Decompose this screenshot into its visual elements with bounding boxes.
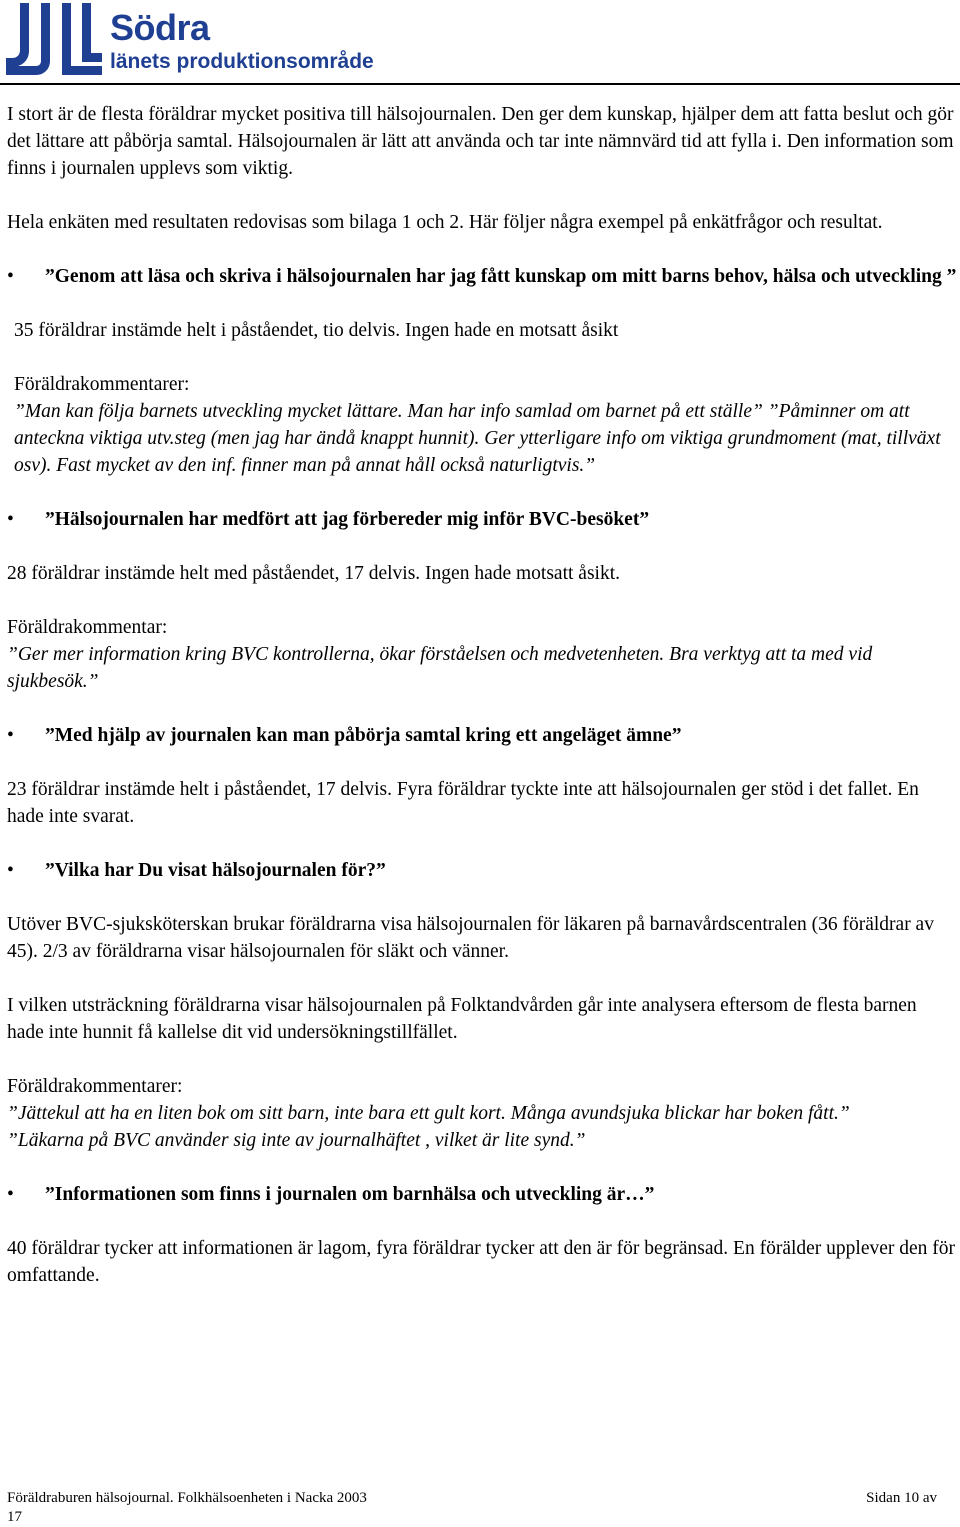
comment-label: Föräldrakommentarer: xyxy=(14,374,190,395)
intro-paragraph: Hela enkäten med resultaten redovisas som bilaga 1 och 2. Här följer några exempel på enkätfrågor och resultat. xyxy=(7,212,883,233)
page-number: Sidan 10 av xyxy=(866,1490,937,1506)
comment-label: Föräldrakommentar: xyxy=(7,617,168,638)
parent-comment: ”Ger mer information kring BVC kontrollerna, ökar förståelsen och medvetenheten. Bra verktyg att ta med vid sjukbesök.” xyxy=(7,644,873,692)
survey-result: 40 föräldrar tycker att informationen är lagom, fyra föräldrar tycker att den är för begränsad. En förälder upplever den för omfattande. xyxy=(7,1238,956,1286)
footer-title: Föräldraburen hälsojournal. Folkhälsoenheten i Nacka 2003 xyxy=(7,1490,367,1506)
survey-question xyxy=(7,857,957,884)
bullet-icon: • xyxy=(7,509,14,530)
comment-label: Föräldrakommentarer: xyxy=(7,1076,183,1097)
survey-question xyxy=(7,1181,957,1208)
question-text: ”Genom att läsa och skriva i hälsojournalen har jag fått kunskap om mitt barns behov, hälsa och utveckling ” xyxy=(45,266,957,287)
survey-result: 35 föräldrar instämde helt i påståendet, tio delvis. Ingen hade en motsatt åsikt xyxy=(14,320,619,341)
survey-result: Utöver BVC-sjuksköterskan brukar föräldrarna visa hälsojournalen för läkaren på barnavårdscentralen (36 föräldrar av 45). 2/3 av föräldrarna visar hälsojournalen för släkt och vänner. xyxy=(7,914,934,962)
survey-question xyxy=(7,263,957,290)
bullet-icon: • xyxy=(7,725,14,746)
parent-comment: ”Man kan följa barnets utveckling mycket lättare. Man har info samlad om barnet på ett ställe” ”Påminner om att anteckna viktiga utv.steg (men jag har ändå knappt hunnit). Ger ytterligare info om viktiga grundmoment (mat, tillväxt osv). Fast mycket av den inf. finner man på annat håll också naturligtvis.” xyxy=(14,401,941,476)
survey-result-extra: I vilken utsträckning föräldrarna visar hälsojournalen på Folktandvården går inte analysera eftersom de flesta barnen hade inte hunnit få kallelse dit vid undersökningstillfället. xyxy=(7,995,917,1043)
brand-subtitle: länets produktionsområde xyxy=(110,50,374,73)
question-text: ”Vilka har Du visat hälsojournalen för?” xyxy=(45,860,386,881)
sodra-logo-icon xyxy=(6,3,102,75)
survey-question xyxy=(7,722,957,749)
survey-result: 23 föräldrar instämde helt i påståendet, 17 delvis. Fyra föräldrar tyckte inte att hälsojournalen ger stöd i det fallet. En hade inte svarat. xyxy=(7,779,919,827)
document-body xyxy=(7,101,957,1289)
brand-name: Södra xyxy=(110,7,210,48)
survey-result: 28 föräldrar instämde helt med påståendet, 17 delvis. Ingen hade motsatt åsikt. xyxy=(7,563,620,584)
parent-comment: ”Läkarna på BVC använder sig inte av journalhäftet , vilket är lite synd.” xyxy=(7,1130,586,1151)
header-divider xyxy=(0,83,960,85)
parent-comment: ”Jättekul att ha en liten bok om sitt barn, inte bara ett gult kort. Många avundsjuka blickar har boken fått.” xyxy=(7,1103,850,1124)
page-header xyxy=(0,0,960,84)
bullet-icon: • xyxy=(7,266,14,287)
page-total: 17 xyxy=(7,1509,22,1525)
question-text: ”Hälsojournalen har medfört att jag förbereder mig inför BVC-besöket” xyxy=(45,509,650,530)
question-text: ”Med hjälp av journalen kan man påbörja samtal kring ett angeläget ämne” xyxy=(45,725,682,746)
bullet-icon: • xyxy=(7,1184,14,1205)
question-text: ”Informationen som finns i journalen om barnhälsa och utveckling är…” xyxy=(45,1184,655,1205)
bullet-icon: • xyxy=(7,860,14,881)
survey-question xyxy=(7,506,957,533)
intro-paragraph: I stort är de flesta föräldrar mycket positiva till hälsojournalen. Den ger dem kunskap, hjälper dem att fatta beslut och gör det lättare att påbörja samtal. Hälsojournalen är lätt att använda och tar inte nämnvärd tid att fylla i. Den information som finns i journalen upplevs som viktig. xyxy=(7,104,954,179)
